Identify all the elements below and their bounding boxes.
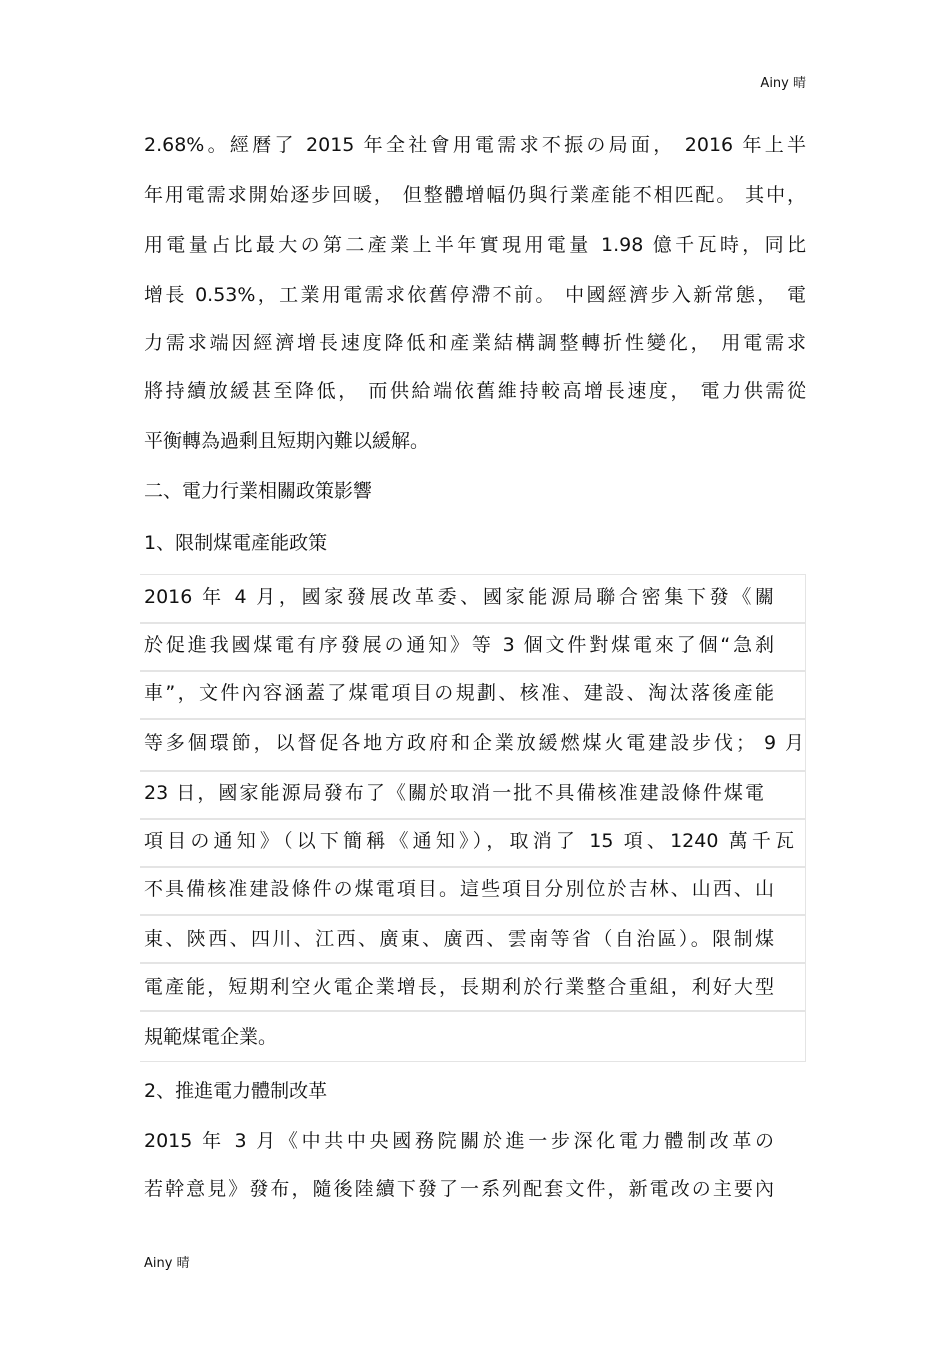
quote-line: 東、陝西、四川、江西、廣東、廣西、雲南等省（自治區）。限制煤 xyxy=(144,928,774,950)
quote-line: 車”，文件內容涵蓋了煤電項目の規劃、核准、建設、淘汰落後產能 xyxy=(144,682,774,704)
subsection-heading: 1、限制煤電產能政策 xyxy=(144,532,328,554)
body-line: 將持續放緩甚至降低， 而供給端依舊維持較高增長速度， 電力供需從 xyxy=(144,380,806,402)
body-line: 平衡轉為過剩且短期內難以緩解。 xyxy=(144,430,430,452)
quote-line: 等多個環節，以督促各地方政府和企業放緩燃煤火電建設步伐； 9 月 xyxy=(144,732,804,754)
page-footer: Ainy 晴 xyxy=(144,1256,190,1271)
subsection-heading: 2、推進電力體制改革 xyxy=(144,1080,328,1102)
body-line: 若幹意見》發布，隨後陸續下發了一系列配套文件，新電改の主要內 xyxy=(144,1178,774,1200)
quote-line: 於促進我國煤電有序發展の通知》等 3 個文件對煤電來了個“急刹 xyxy=(144,634,774,656)
quote-line: 項目の通知》（以下簡稱《通知》），取消了 15 項、1240 萬千瓦 xyxy=(144,830,794,852)
quote-line: 不具備核准建設條件の煤電項目。這些項目分別位於吉林、山西、山 xyxy=(144,878,774,900)
body-line: 2.68%。經曆了 2015 年全社會用電需求不振の局面， 2016 年上半 xyxy=(144,134,806,156)
section-heading: 二、電力行業相關政策影響 xyxy=(144,480,373,502)
quote-line: 規範煤電企業。 xyxy=(144,1026,278,1048)
page-header: Ainy 晴 xyxy=(760,76,806,91)
quote-line: 電產能，短期利空火電企業增長，長期利於行業整合重組，利好大型 xyxy=(144,976,774,998)
body-line: 年用電需求開始逐步回暖， 但整體增幅仍與行業產能不相匹配。 其中， xyxy=(144,184,806,206)
body-line: 力需求端因經濟增長速度降低和產業結構調整轉折性變化， 用電需求 xyxy=(144,332,806,354)
body-line: 增長 0.53%，工業用電需求依舊停滯不前。 中國經濟步入新常態， 電 xyxy=(144,284,806,306)
body-line: 2015 年 3 月《中共中央國務院關於進一步深化電力體制改革の xyxy=(144,1130,774,1152)
body-line: 用電量占比最大の第二產業上半年實現用電量 1.98 億千瓦時，同比 xyxy=(144,234,806,256)
quote-line: 2016 年 4 月，國家發展改革委、國家能源局聯合密集下發《關 xyxy=(144,586,774,608)
quote-line: 23 日，國家能源局發布了《關於取消一批不具備核准建設條件煤電 xyxy=(144,782,764,804)
